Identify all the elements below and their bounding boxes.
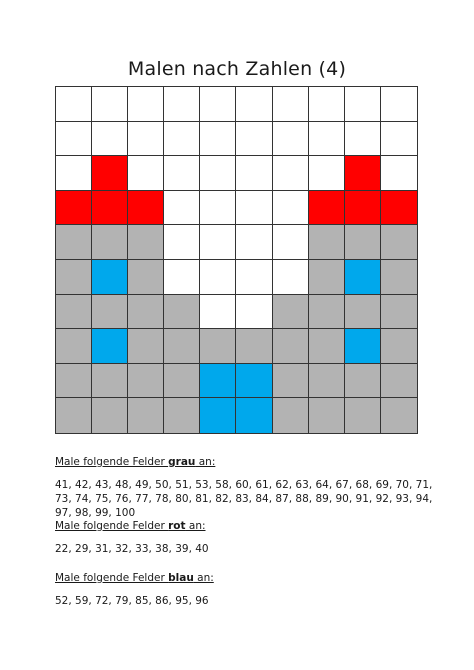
grid-cell [345,260,381,295]
grid-cell [381,156,417,191]
grid-cell [92,364,128,399]
grid-cell [273,329,309,364]
grid-cell [345,191,381,226]
grid-cell [345,398,381,433]
grid-cell [56,156,92,191]
grid-cell [128,122,164,157]
instruction-heading: Male folgende Felder rot an: [55,520,206,532]
grid-cell [381,260,417,295]
grid-cell [381,225,417,260]
instruction-rot [55,519,435,556]
grid-cell [164,398,200,433]
grid-cell [381,329,417,364]
grid-cell [273,156,309,191]
instruction-grau [55,455,435,520]
grid-cell [309,398,345,433]
grid-cell [164,364,200,399]
grid-cell [164,295,200,330]
grid-cell [345,156,381,191]
grid-cell [236,87,272,122]
grid-cell [128,260,164,295]
grid-cell [56,87,92,122]
grid-cell [200,122,236,157]
grid-cell [128,225,164,260]
grid-cell [128,87,164,122]
instruction-heading: Male folgende Felder blau an: [55,572,214,584]
grid-cell [273,364,309,399]
grid-cell [273,398,309,433]
grid-cell [345,225,381,260]
grid-cell [381,191,417,226]
grid-cell [164,156,200,191]
grid-cell [164,329,200,364]
grid-cell [92,87,128,122]
grid-cell [273,122,309,157]
grid-cell [92,398,128,433]
number-list: 41, 42, 43, 48, 49, 50, 51, 53, 58, 60, 61, 62, 63, 64, 67, 68, 69, 70, 71, 73, 74, 75, 76, 77, 78, 80, 81, 82, 83, 84, 87, 88, 89, 90, 91, 92, 93, 94, 97, 98, 99, 100 [55,479,433,519]
grid-cell [128,329,164,364]
grid-cell [345,87,381,122]
grid-cell [200,87,236,122]
grid-cell [164,191,200,226]
grid-cell [92,295,128,330]
grid-cell [200,225,236,260]
grid-cell [345,122,381,157]
grid-cell [309,191,345,226]
grid-cell [309,225,345,260]
grid-cell [200,364,236,399]
grid-cell [309,329,345,364]
grid-cell [381,122,417,157]
grid-cell [56,364,92,399]
grid-cell [236,329,272,364]
grid-cell [236,191,272,226]
grid-cell [92,329,128,364]
grid-cell [200,260,236,295]
grid-cell [236,398,272,433]
grid-cell [273,191,309,226]
grid-cell [164,260,200,295]
grid-cell [128,295,164,330]
grid-cell [381,87,417,122]
grid-cell [236,156,272,191]
grid-cell [345,295,381,330]
instruction-blau [55,571,435,608]
grid-cell [273,225,309,260]
grid-cell [309,364,345,399]
grid-cell [236,295,272,330]
grid-cell [56,191,92,226]
grid-cell [381,295,417,330]
grid-cell [56,398,92,433]
grid-cell [164,122,200,157]
grid-cell [309,87,345,122]
grid-cell [309,295,345,330]
grid-cell [236,364,272,399]
grid-cell [56,260,92,295]
grid-cell [128,364,164,399]
grid-cell [381,364,417,399]
grid-cell [200,156,236,191]
grid-cell [381,398,417,433]
grid-cell [236,225,272,260]
page-title: Malen nach Zahlen (4) [127,58,347,80]
grid-cell [273,295,309,330]
grid-cell [309,122,345,157]
grid-cell [56,295,92,330]
grid-cell [309,260,345,295]
grid-cell [92,122,128,157]
grid-cell [56,225,92,260]
grid-cell [92,225,128,260]
number-list: 52, 59, 72, 79, 85, 86, 95, 96 [55,595,209,607]
grid-cell [56,329,92,364]
grid-cell [200,191,236,226]
grid-cell [92,191,128,226]
grid-cell [56,122,92,157]
grid-cell [236,122,272,157]
instruction-heading: Male folgende Felder grau an: [55,456,216,468]
grid-cell [273,260,309,295]
grid-cell [345,364,381,399]
grid-cell [345,329,381,364]
grid-cell [273,87,309,122]
grid-cell [200,329,236,364]
grid-cell [164,87,200,122]
grid-cell [92,156,128,191]
grid-cell [200,295,236,330]
grid-cell [128,398,164,433]
grid-cell [309,156,345,191]
grid-cell [200,398,236,433]
grid-cell [92,260,128,295]
grid-cell [236,260,272,295]
number-list: 22, 29, 31, 32, 33, 38, 39, 40 [55,543,209,555]
grid-cell [128,191,164,226]
grid-cell [164,225,200,260]
color-grid [55,86,418,434]
grid-cell [128,156,164,191]
